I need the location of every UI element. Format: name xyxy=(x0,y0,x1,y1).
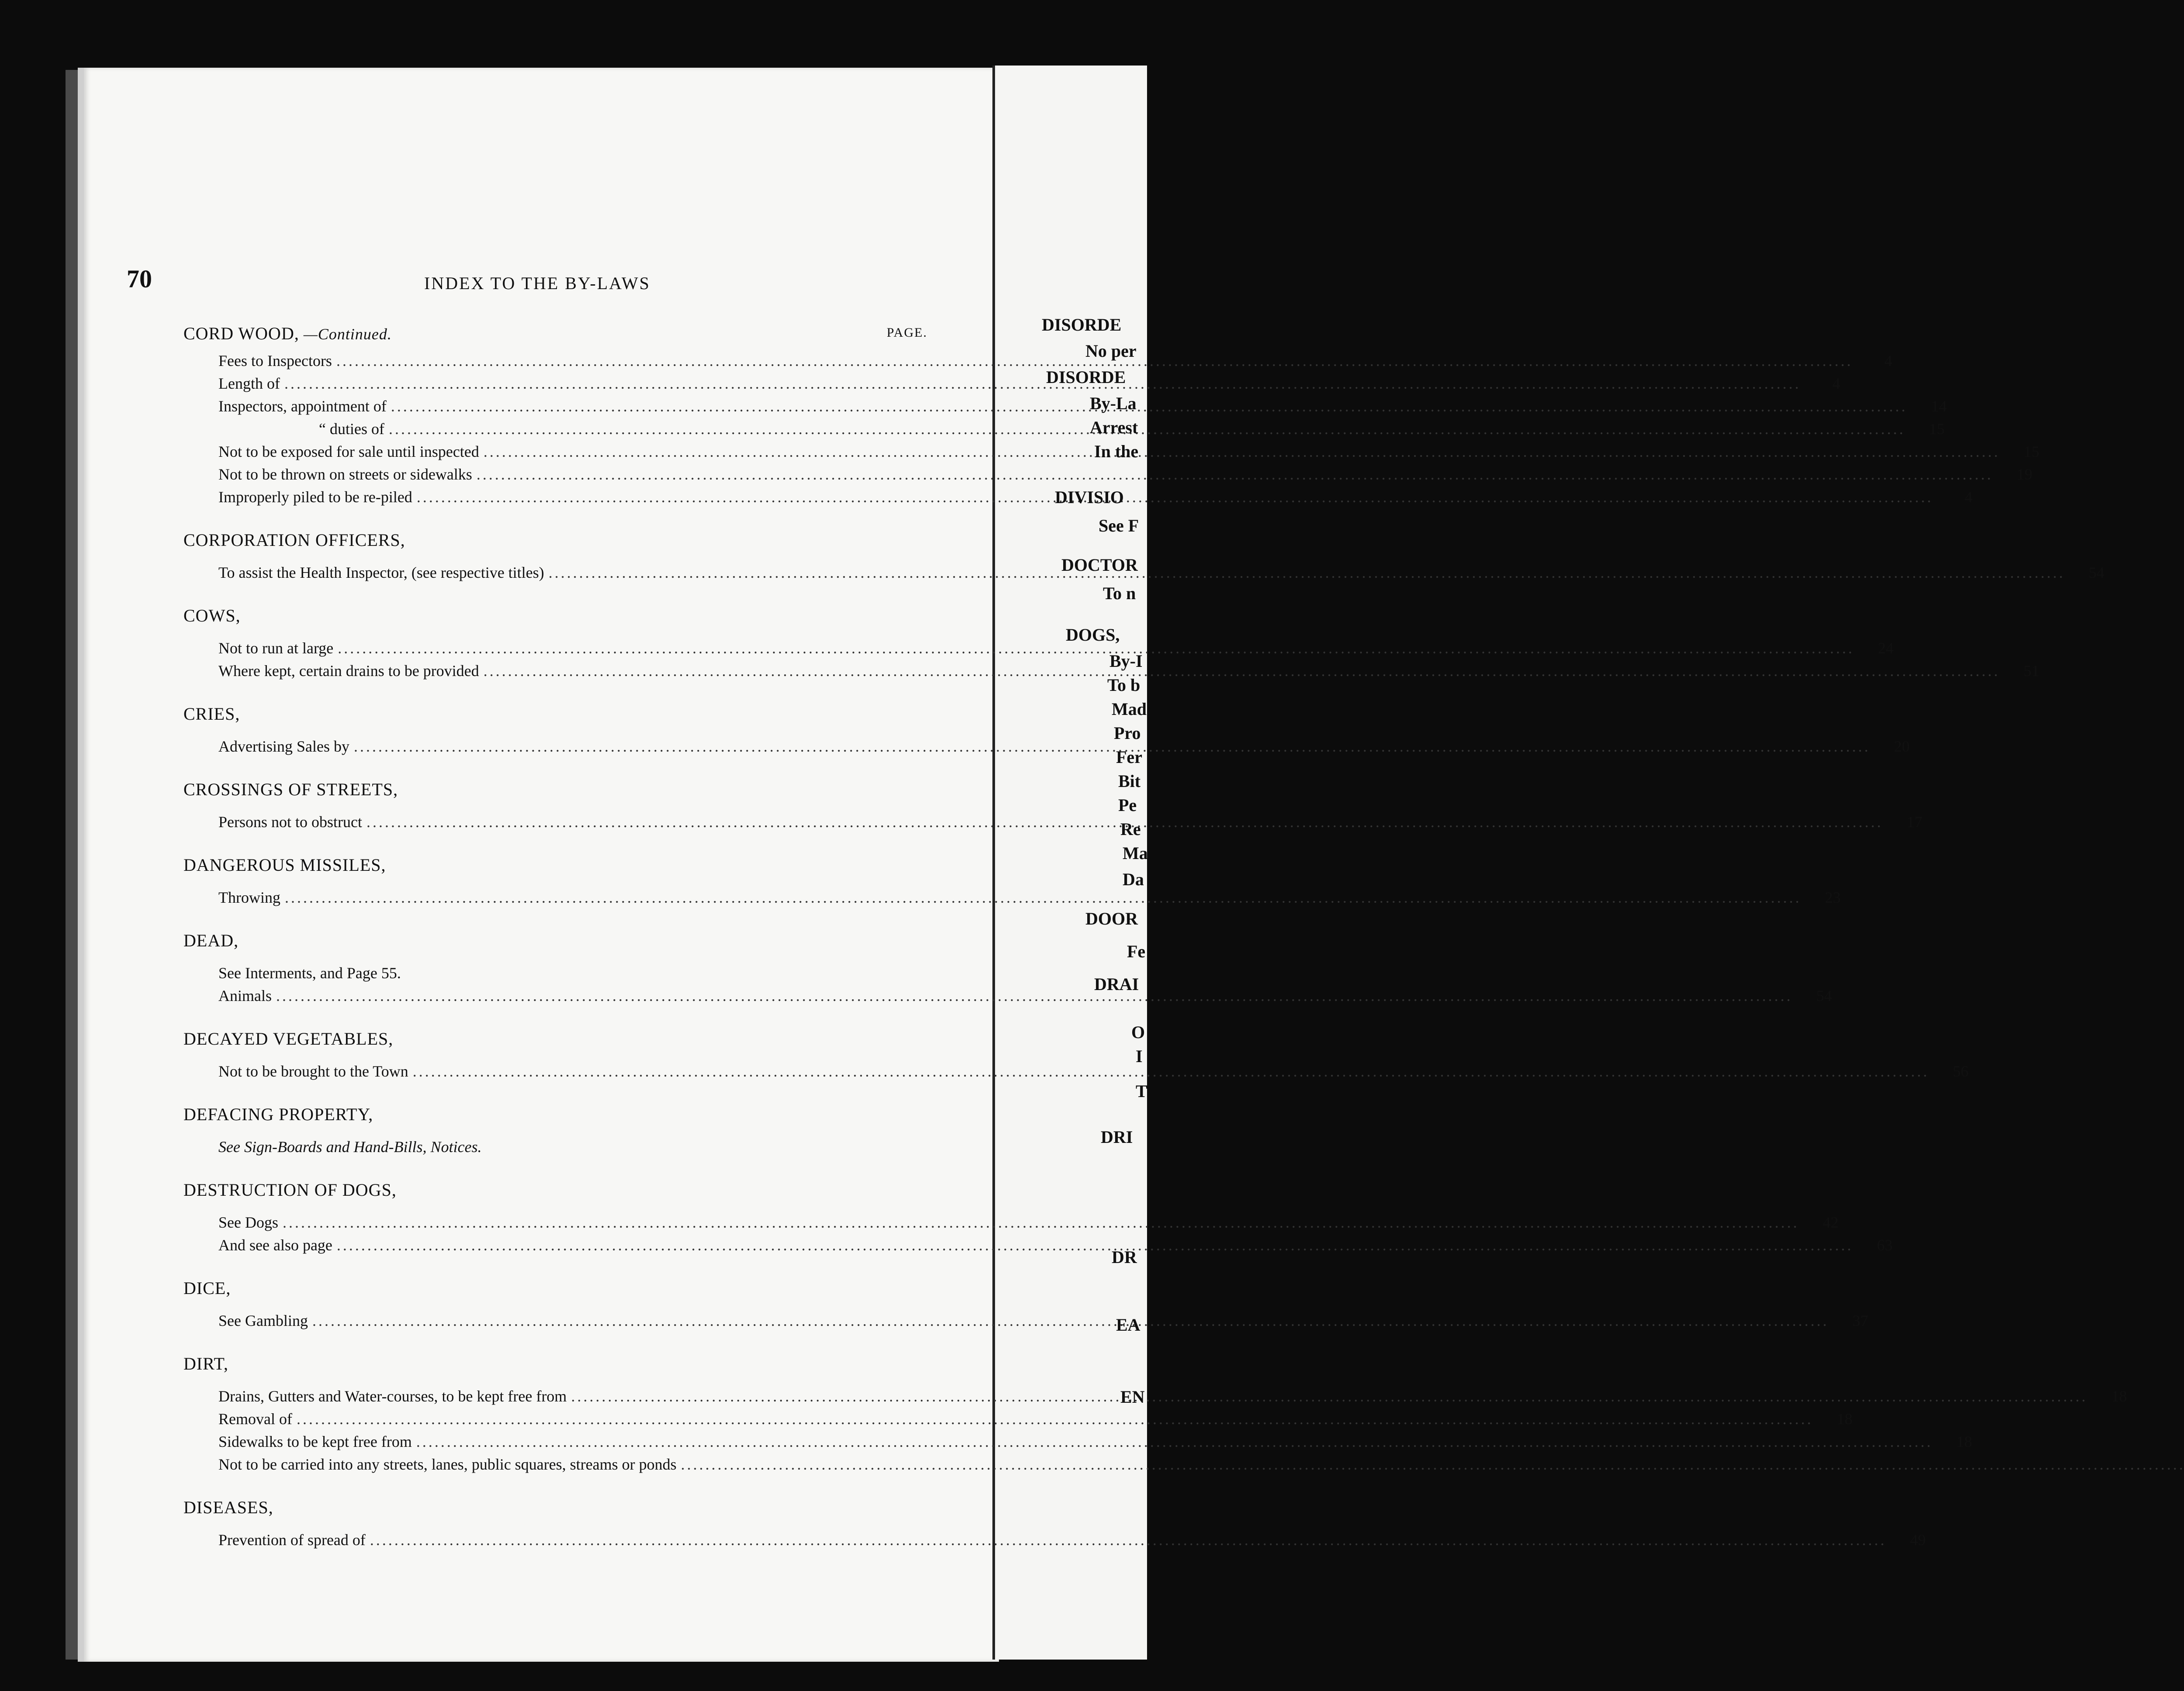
index-entry xyxy=(183,1213,1838,1236)
index-heading-title: DEFACING PROPERTY, xyxy=(183,1104,373,1124)
entry-label: Where kept, certain drains to be provided xyxy=(218,662,479,680)
page-column-label: PAGE. xyxy=(887,325,928,340)
facing-page-fragment: DOGS, xyxy=(1066,625,1120,645)
entry-label: Sidewalks to be kept free from xyxy=(218,1433,412,1450)
entry-page-number: 37 xyxy=(1852,1312,1868,1329)
leader-dots xyxy=(549,563,2065,582)
leader-dots xyxy=(284,374,1801,393)
running-title: INDEX TO THE BY-LAWS xyxy=(424,273,650,293)
index-heading xyxy=(183,855,943,875)
facing-page-fragment: Mad xyxy=(1112,699,1147,719)
leader-dots xyxy=(312,1311,1829,1330)
entry-label: Not to run at large xyxy=(218,639,334,657)
entry-label: Not to be exposed for sale until inspected xyxy=(218,443,479,460)
facing-page-fragment: DRAI xyxy=(1094,974,1139,994)
index-heading-title: CORD WOOD, xyxy=(183,324,299,343)
index-entry xyxy=(183,1062,1969,1085)
index-entry xyxy=(183,1455,943,1478)
entry-label: Improperly piled to be re-piled xyxy=(218,488,412,506)
leader-dots xyxy=(571,1387,2087,1405)
entry-label: “ duties of xyxy=(319,420,384,438)
entry-page-number: 4 xyxy=(1884,352,1892,369)
facing-page-fragment: Pro xyxy=(1114,723,1141,743)
facing-page-fragment: DRI xyxy=(1101,1127,1133,1147)
index-heading-title: CORPORATION OFFICERS, xyxy=(183,530,405,550)
index-heading-title: DESTRUCTION OF DOGS, xyxy=(183,1180,397,1200)
page-header xyxy=(127,264,948,299)
entry-label: Fees to Inspectors xyxy=(218,352,332,369)
entry-page-number: 18 xyxy=(1956,1433,1972,1450)
leader-dots xyxy=(416,1432,1933,1451)
facing-page-fragment: DISORDE xyxy=(1042,315,1122,335)
index-heading xyxy=(183,323,943,344)
entry-page-number: 15 xyxy=(2023,443,2039,460)
entry-page-number: 63 xyxy=(1876,1236,1893,1254)
leader-dots xyxy=(337,1236,1853,1254)
index-heading-title: DEAD, xyxy=(183,931,239,950)
entry-label: See Interments, and Page 55. xyxy=(218,964,401,982)
facing-page-fragment: No per xyxy=(1085,341,1137,361)
facing-page-fragment: Arrest xyxy=(1090,418,1138,437)
index-heading xyxy=(183,530,943,550)
leader-dots xyxy=(413,1062,1929,1080)
entry-page-number: 20 xyxy=(1894,738,1910,755)
facing-page-fragment: EA xyxy=(1116,1315,1140,1335)
leader-dots xyxy=(484,442,2000,461)
facing-page-fragment: To n xyxy=(1103,583,1136,603)
entry-page-number: 42 xyxy=(1823,1214,1838,1231)
entry-label: Throwing xyxy=(218,889,280,906)
facing-page-fragment: O xyxy=(1131,1022,1145,1042)
index-heading xyxy=(183,1180,943,1200)
index-entry xyxy=(183,1138,943,1160)
entry-page-number: 51 xyxy=(2023,662,2039,680)
index-heading-title: DANGEROUS MISSILES, xyxy=(183,855,386,875)
index-heading xyxy=(183,1278,943,1298)
index-heading xyxy=(183,1028,943,1049)
facing-page-fragment: DOCTOR xyxy=(1061,555,1138,575)
entry-label: Not to be thrown on streets or sidewalks xyxy=(218,466,472,483)
entry-label: Not to be carried into any streets, lanes, public squares, streams or ponds xyxy=(218,1456,677,1473)
leader-dots xyxy=(477,465,1993,483)
leader-dots xyxy=(370,1531,1887,1549)
entry-page-number: 49 xyxy=(1910,1531,1926,1549)
leader-dots xyxy=(297,1410,1813,1428)
entry-page-number: 14 xyxy=(1931,397,1947,415)
facing-page-fragment: Pe xyxy=(1118,795,1137,815)
facing-page-fragment: By-I xyxy=(1109,651,1143,671)
facing-page-fragment: In the xyxy=(1094,442,1139,461)
entry-label: Advertising Sales by xyxy=(218,738,349,755)
index-entry xyxy=(183,1410,1852,1432)
facing-page-fragment: By-La xyxy=(1090,393,1137,413)
index-entry xyxy=(183,964,943,987)
entry-page-number: 18 xyxy=(2111,1387,2127,1405)
leader-dots xyxy=(681,1455,2184,1474)
facing-page-fragment: DR xyxy=(1112,1247,1137,1267)
page-number: 70 xyxy=(127,265,152,293)
entry-page-number: 23 xyxy=(1825,889,1841,906)
index-heading-title: COWS, xyxy=(183,606,241,625)
index-entry xyxy=(183,465,2032,488)
index-heading-title: DECAYED VEGETABLES, xyxy=(183,1029,394,1049)
facing-page-fragment: DOOR xyxy=(1085,909,1138,928)
entry-label: See Dogs xyxy=(218,1214,278,1231)
book-edge xyxy=(66,70,78,1660)
entry-label: To assist the Health Inspector, (see respective titles) xyxy=(218,564,544,581)
index-heading xyxy=(183,930,943,951)
entry-label: Removal of xyxy=(218,1410,292,1428)
index-heading xyxy=(183,605,943,626)
leader-dots xyxy=(285,888,1801,907)
leader-dots xyxy=(354,737,1870,756)
facing-page-fragment: Ma xyxy=(1123,843,1148,863)
facing-page-fragment: T xyxy=(1136,1081,1147,1101)
continued-label: —Continued. xyxy=(299,325,392,343)
entry-label: See Gambling xyxy=(218,1312,308,1329)
entry-page-number: 54 xyxy=(2088,564,2105,581)
entry-page-number: 4 xyxy=(1964,488,1973,506)
index-entry xyxy=(183,1531,1926,1553)
index-heading xyxy=(183,1104,943,1125)
index-heading-title: CROSSINGS OF STREETS, xyxy=(183,780,398,799)
entry-label: Persons not to obstruct xyxy=(218,813,362,831)
index-entry xyxy=(183,987,1832,1009)
entry-label: See Sign-Boards and Hand-Bills, Notices. xyxy=(218,1138,482,1156)
entry-label: And see also page xyxy=(218,1236,332,1254)
index-heading-title: DICE, xyxy=(183,1278,231,1298)
entry-page-number: 4 xyxy=(1832,375,1840,392)
facing-page-fragment: Da xyxy=(1123,870,1144,889)
entry-label: Length of xyxy=(218,375,280,392)
index-entry xyxy=(183,352,1892,374)
index-heading xyxy=(183,1497,943,1518)
entry-label: Drains, Gutters and Water-courses, to be kept free from xyxy=(218,1387,567,1405)
facing-page-fragment: Re xyxy=(1120,819,1141,839)
facing-page-fragment: Bit xyxy=(1118,771,1141,791)
leader-dots xyxy=(417,488,1933,506)
facing-page-fragment: EN xyxy=(1120,1387,1145,1407)
facing-page-fragment: I xyxy=(1136,1046,1143,1066)
entry-page-number: 15 xyxy=(1928,420,1945,438)
index-entry xyxy=(183,662,2039,684)
facing-page-fragment: To b xyxy=(1107,675,1140,695)
leader-dots xyxy=(283,1213,1799,1232)
entry-page-number: 56 xyxy=(1952,1063,1969,1080)
facing-page-fragment: Fer xyxy=(1116,747,1142,767)
entry-page-number: 17 xyxy=(1907,813,1922,831)
entry-page-number: 18 xyxy=(1836,1410,1852,1428)
facing-page-fragment: DIVISIO xyxy=(1055,487,1124,507)
entry-label: Not to be brought to the Town xyxy=(218,1063,408,1080)
entry-page-number: 19 xyxy=(2016,466,2032,483)
leader-dots xyxy=(391,397,1908,415)
index-heading xyxy=(183,1353,943,1374)
facing-page-fragment: Fe xyxy=(1127,942,1146,961)
entry-label: Prevention of spread of xyxy=(218,1531,366,1549)
entry-page-number: 54 xyxy=(1816,987,1832,1004)
index-entry xyxy=(183,888,1841,911)
leader-dots xyxy=(276,987,1793,1005)
index-heading-title: DIRT, xyxy=(183,1354,228,1374)
index-heading xyxy=(183,779,943,800)
entry-label: Animals xyxy=(218,987,272,1004)
index-heading-title: DISEASES, xyxy=(183,1498,273,1517)
leader-dots xyxy=(389,420,1905,438)
entry-page-number: 24 xyxy=(1878,639,1894,657)
leader-dots xyxy=(484,662,2000,680)
facing-page-fragment: DISORDE xyxy=(1046,367,1126,387)
facing-page-fragment: See F xyxy=(1099,516,1139,535)
index-entry xyxy=(183,1432,1972,1455)
entry-label: Inspectors, appointment of xyxy=(218,397,387,415)
index-heading xyxy=(183,704,943,724)
index-heading-title: CRIES, xyxy=(183,704,240,724)
